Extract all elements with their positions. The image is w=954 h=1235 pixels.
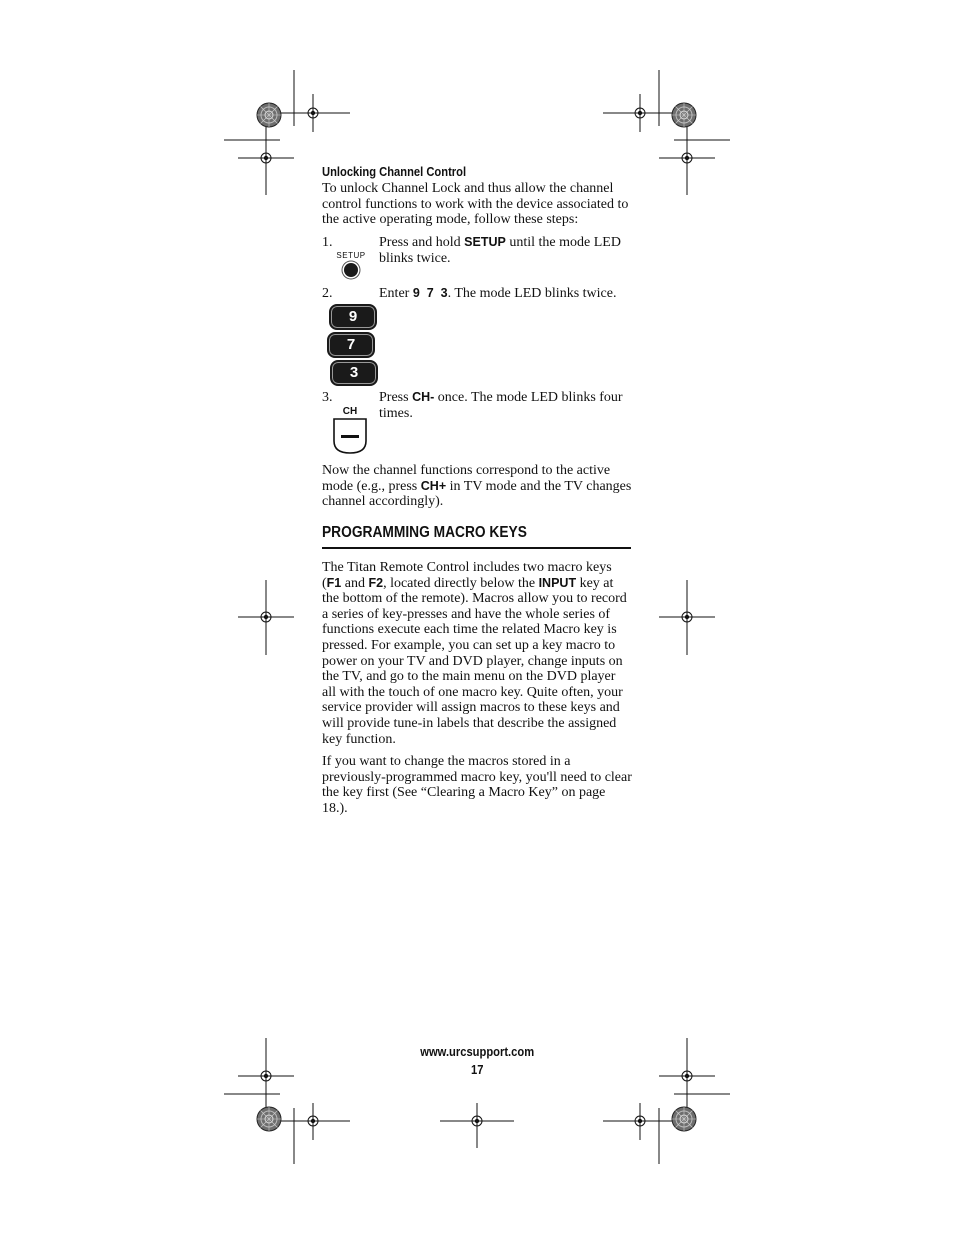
key-3-icon: 3: [330, 360, 378, 386]
footer-url: www.urcsupport.com: [420, 1044, 534, 1059]
step-text: Enter 9 7 3. The mode LED blinks twice.: [379, 286, 617, 301]
step-number: 1.: [322, 235, 333, 250]
macro-paragraph-1: The Titan Remote Control includes two macro keys (F1 and F2, located directly below the INPUT key at the bottom of the remote). Macros allow you to record a series of key-presses and have the whole series of functions execute each time the related Macro key is pressed. For example, you can set up a key macro to power on your TV and DVD player, change inputs on the TV, and go to the main menu on the DVD player all with the touch of one macro key. Quite often, your service provider will assign macros to these keys and will provide tune-in labels that describe the assigned key function.: [322, 560, 627, 747]
subheading-unlocking: Unlocking Channel Control: [322, 164, 467, 179]
setup-button-icon: [336, 251, 366, 277]
key-input: INPUT: [538, 575, 577, 590]
page-number: 17: [470, 1062, 484, 1077]
key-setup: SETUP: [464, 235, 506, 249]
channel-down-key-icon: [332, 406, 368, 454]
section-heading: PROGRAMMING MACRO KEYS: [322, 524, 527, 541]
key-sequence: 9 7 3: [412, 286, 448, 300]
intro-paragraph: To unlock Channel Lock and thus allow the channel control functions to work with the device associated to the active operating mode, follow these steps:: [322, 181, 629, 228]
key-9-icon: 9: [329, 304, 377, 330]
heading-rule: [322, 547, 631, 549]
step-text: Press CH- once. The mode LED blinks four times.: [379, 390, 623, 421]
setup-icon-label: SETUP: [336, 251, 366, 260]
key-7-icon: 7: [327, 332, 375, 358]
step-text: Press and hold SETUP until the mode LED blinks twice.: [379, 235, 621, 266]
key-f2: F2: [368, 575, 384, 590]
key-f1: F1: [326, 575, 342, 590]
key-ch-minus: CH-: [412, 390, 435, 404]
step-number: 2.: [322, 286, 333, 301]
step-number: 3.: [322, 390, 333, 405]
page-content: [322, 163, 632, 816]
ch-icon-label: CH: [342, 406, 358, 417]
macro-paragraph-2: If you want to change the macros stored in a previously-programmed macro key, you'll need to clear the key first (See “Clearing a Macro Key” on page 18.).: [322, 754, 632, 816]
outro-paragraph: Now the channel functions correspond to the active mode (e.g., press CH+ in TV mode and the TV changes channel accordingly).: [322, 463, 632, 510]
key-ch-plus: CH+: [420, 478, 447, 493]
